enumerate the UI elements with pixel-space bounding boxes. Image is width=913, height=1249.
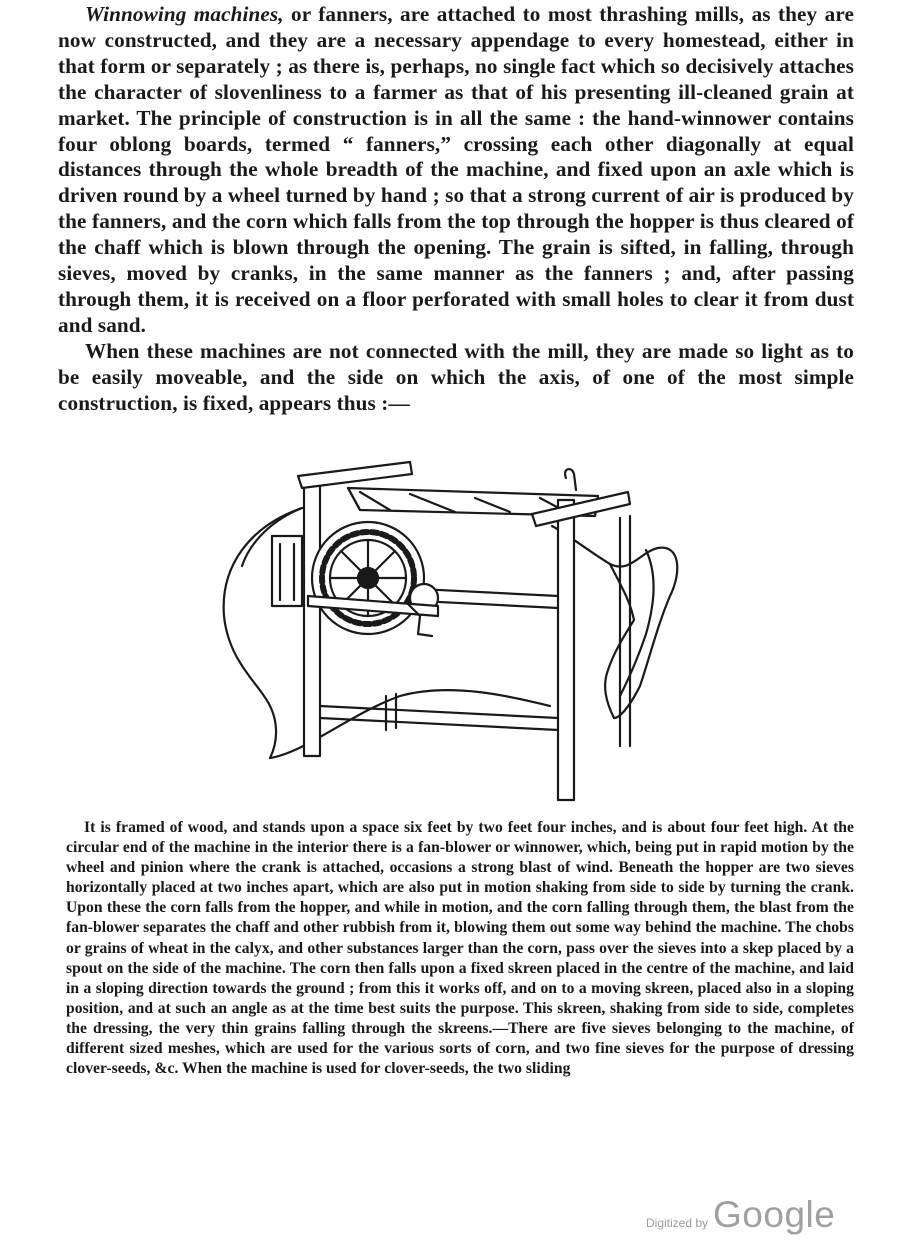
main-text-block — [58, 2, 854, 417]
paragraph-construction-details: It is framed of wood, and stands upon a space six feet by two feet four inches, and is about four feet high. At the circular end of the machine in the interior there is a fan-blower or winnower, which, being put in rapid motion by the wheel and pinion where the crank is attached, occasions a strong blast of wind. Beneath the hopper are two sieves horizontally placed at two inches apart, which are also put in motion shaking from side to side by turning the crank. Upon these the corn falls from the hopper, and while in motion, and the corn falling through them, the blast from the fan-blower separates the chaff and other rubbish from it, blowing them out some way behind the machine. The chobs or grains of wheat in the calyx, and other substances larger than the corn, pass over the sieves into a skep placed by a spout on the side of the machine. The corn then falls upon a fixed skreen placed in the centre of the machine, and laid in a sloping direction towards the ground ; from this it works off, and on to a moving skreen, placed also in a sloping position, and at such an angle as at the time best suits the purpose. This skreen, shaking from side to side, completes the dressing, the very thin grains falling through the skreens.—There are five sieves belonging to the machine, of different sized meshes, which are used for the various sorts of corn, and two fine sieves for the purpose of dressing clover-seeds, &c. When the machine is used for clover-seeds, the two sliding — [66, 819, 854, 1078]
google-watermark — [646, 1194, 835, 1234]
paragraph-1-body: or fanners, are attached to most thrashing mills, as they are now constructed, and they are a necessary appendage to every homestead, either in that form or separately ; as there is, perhaps, no single fact which so decisively attaches the character of slovenliness to a farmer as that of his presenting ill-cleaned grain at market. The principle of construction is in all the same : the hand-winnower contains four oblong boards, termed “ fanners,” crossing each other diagonally at equal distances through the whole breadth of the machine, and fixed upon an axle which is driven round by a wheel turned by hand ; so that a strong current of air is produced by the fanners, and the corn which falls from the top through the hopper is thus cleared of the chaff which is blown through the opening. The grain is sifted, in falling, through sieves, moved by cranks, in the same manner as the fanners ; and, after passing through them, it is received on a floor perforated with small holes to clear it from dust and sand. — [58, 2, 854, 337]
italic-lead-term: Winnowing machines, — [85, 2, 284, 26]
google-logo: Google — [713, 1194, 836, 1235]
winnowing-machine-illustration — [210, 456, 710, 808]
winnowing-machine-drawing — [210, 456, 710, 808]
paragraph-winnowing-machines — [58, 2, 854, 339]
watermark-prefix: Digitized by — [646, 1216, 709, 1230]
description-text-block — [66, 818, 854, 1079]
paragraph-moveable-machines: When these machines are not connected with the mill, they are made so light as to be easily moveable, and the side on which the axis, of one of the most simple construction, is fixed, appears thus :— — [58, 338, 854, 415]
